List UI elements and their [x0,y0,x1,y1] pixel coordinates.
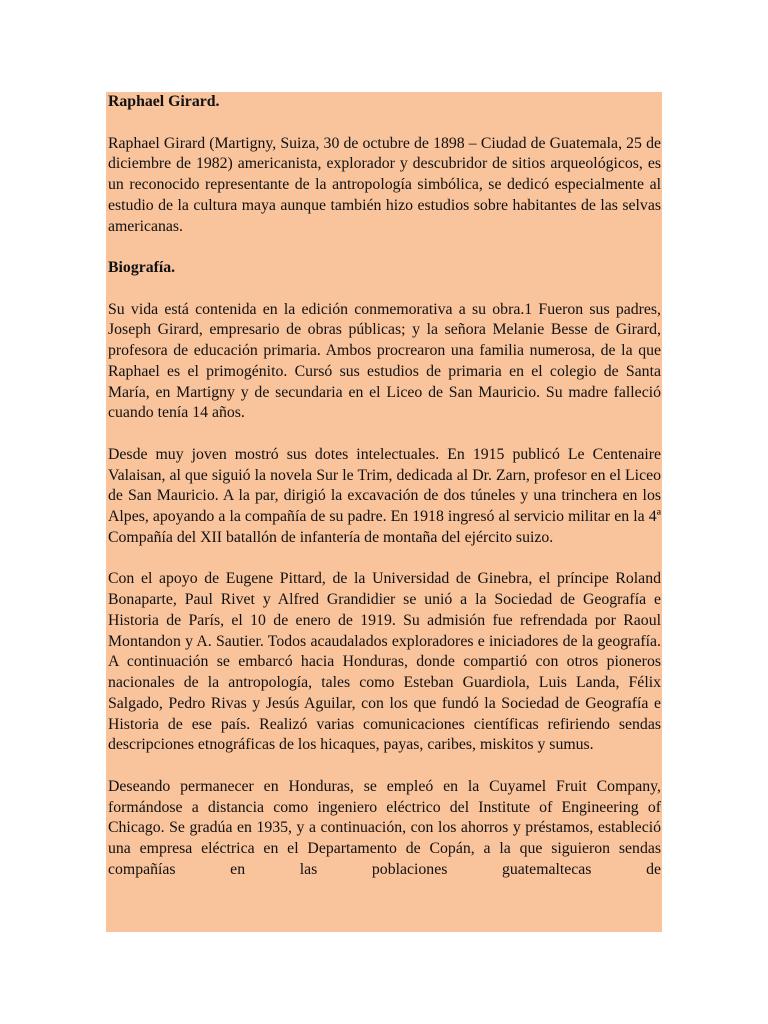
document-body [106,92,662,881]
spacer [108,424,661,445]
intro-paragraph: Raphael Girard (Martigny, Suiza, 30 de octubre de 1898 – Ciudad de Guatemala, 25 de diciembre de 1982) americanista, explorador y descubridor de sitios arqueológicos, es un reconocido representante de la antropología simbólica, se dedicó especialmente al estudio de la cultura maya aunque también hizo estudios sobre habitantes de las selvas americanas. [108,134,661,235]
spacer [108,279,661,300]
spacer [108,113,661,134]
section-heading-biografia: Biografía. [108,259,176,276]
biography-paragraph: Con el apoyo de Eugene Pittard, de la Universidad de Ginebra, el príncipe Roland Bonaparte, Paul Rivet y Alfred Grandidier se unió a la Sociedad de Geografía e Historia de París, el 10 de enero de 1919. Su admisión fue refrendada por Raoul Montandon y A. Sautier. Todos acaudalados exploradores e iniciadores de la geografía. A continuación se embarcó hacia Honduras, donde compartió con otros pioneros nacionales de la antropología, tales como Esteban Guardiola, Luis Landa, Félix Salgado, Pedro Rivas y Jesús Aguilar, con los que fundó la Sociedad de Geografía e Historia de ese país. Realizó varias comunicaciones científicas refiriendo sendas descripciones etnográficas de los hicaques, payas, caribes, miskitos y sumus. [108,570,661,754]
biography-paragraph: Desde muy joven mostró sus dotes intelectuales. En 1915 publicó Le Centenaire Valaisan, al que siguió la novela Sur le Trim, dedicada al Dr. Zarn, profesor en el Liceo de San Mauricio. A la par, dirigió la excavación de dos túneles y una trinchera en los Alpes, apoyando a la compañía de su padre. En 1918 ingresó al servicio militar en la 4ª Compañía del XII batallón de infantería de montaña del ejército suizo. [108,445,661,546]
biography-paragraph: Su vida está contenida en la edición conmemorativa a su obra.1 Fueron sus padres, Joseph Girard, empresario de obras públicas; y la señora Melanie Besse de Girard, profesora de educación primaria. Ambos procrearon una familia numerosa, de la que Raphael es el primogénito. Cursó sus estudios de primaria en el colegio de Santa María, en Martigny y de secundaria en el Liceo de San Mauricio. Su madre falleció cuando tenía 14 años. [108,300,661,422]
document-title: Raphael Girard. [108,93,220,110]
biography-paragraph: Deseando permanecer en Honduras, se empleó en la Cuyamel Fruit Company, formándose a distancia como ingeniero eléctrico del Institute of Engineering of Chicago. Se gradúa en 1935, y a continuación, con los ahorros y préstamos, estableció una empresa eléctrica en el Departamento de Copán, a la que siguieron sendas compañías en las poblaciones guatemaltecas de [108,777,661,878]
spacer [108,237,661,258]
document-page [106,92,662,932]
spacer [108,756,661,777]
spacer [108,549,661,570]
